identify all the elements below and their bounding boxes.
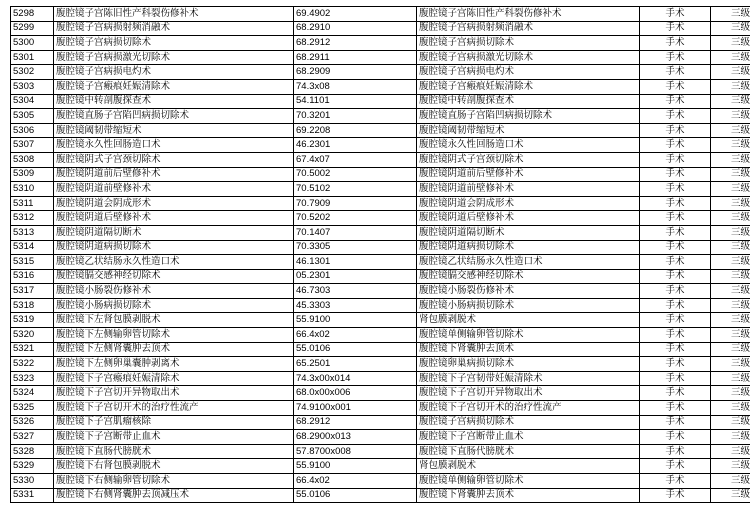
cell-level: 三级	[711, 182, 750, 197]
cell-name: 腹腔镜阴道后壁修补术	[54, 211, 294, 226]
cell-code: 5305	[11, 109, 54, 124]
cell-name: 腹腔镜小肠病损切除术	[54, 298, 294, 313]
cell-alt-name: 腹腔镜阴道前后壁修补术	[417, 167, 640, 182]
cell-code: 5307	[11, 138, 54, 153]
cell-code: 5310	[11, 182, 54, 197]
cell-code: 5317	[11, 284, 54, 299]
cell-level: 三级	[711, 255, 750, 270]
cell-name: 腹腔镜直肠子宫陷凹病损切除术	[54, 109, 294, 124]
cell-level: 三级	[711, 444, 750, 459]
cell-code: 5302	[11, 65, 54, 80]
cell-type: 手术	[640, 21, 711, 36]
cell-name: 腹腔镜阴道病损切除术	[54, 240, 294, 255]
cell-number: 68.2912	[294, 415, 417, 430]
cell-number: 55.0106	[294, 488, 417, 503]
cell-name: 腹腔镜子宫病损切除术	[54, 36, 294, 51]
cell-type: 手术	[640, 240, 711, 255]
cell-alt-name: 腹腔镜下直肠代膀胱术	[417, 444, 640, 459]
cell-type: 手术	[640, 444, 711, 459]
cell-alt-name: 腹腔镜子宫瘢痕妊娠清除术	[417, 79, 640, 94]
cell-type: 手术	[640, 459, 711, 474]
cell-level: 三级	[711, 94, 750, 109]
cell-alt-name: 腹腔镜子宫病损切除术	[417, 415, 640, 430]
cell-level: 三级	[711, 313, 750, 328]
cell-level: 三级	[711, 36, 750, 51]
cell-type: 手术	[640, 36, 711, 51]
table-row	[11, 488, 750, 503]
cell-code: 5299	[11, 21, 54, 36]
cell-alt-name: 腹腔镜下肾囊肿去顶术	[417, 488, 640, 503]
cell-code: 5314	[11, 240, 54, 255]
cell-number: 70.3201	[294, 109, 417, 124]
cell-level: 三级	[711, 328, 750, 343]
cell-level: 三级	[711, 488, 750, 503]
cell-level: 三级	[711, 123, 750, 138]
cell-name: 腹腔镜下左侧卵巢囊肿剥离术	[54, 357, 294, 372]
cell-level: 三级	[711, 401, 750, 416]
cell-code: 5320	[11, 328, 54, 343]
cell-level: 三级	[711, 211, 750, 226]
cell-number: 68.2909	[294, 65, 417, 80]
cell-number: 69.4902	[294, 7, 417, 22]
cell-alt-name: 腹腔镜永久性回肠造口术	[417, 138, 640, 153]
cell-code: 5311	[11, 196, 54, 211]
cell-level: 三级	[711, 459, 750, 474]
cell-name: 腹腔镜阴式子宫颈切除术	[54, 152, 294, 167]
cell-name: 腹腔镜下左侧肾囊肿去顶术	[54, 342, 294, 357]
cell-type: 手术	[640, 401, 711, 416]
cell-name: 腹腔镜子宫病损电灼术	[54, 65, 294, 80]
cell-code: 5329	[11, 459, 54, 474]
cell-name: 腹腔镜阴道会阴成形术	[54, 196, 294, 211]
cell-alt-name: 腹腔镜卵巢病损切除术	[417, 357, 640, 372]
cell-code: 5300	[11, 36, 54, 51]
cell-type: 手术	[640, 123, 711, 138]
cell-level: 三级	[711, 371, 750, 386]
cell-type: 手术	[640, 357, 711, 372]
cell-code: 5324	[11, 386, 54, 401]
cell-code: 5328	[11, 444, 54, 459]
cell-alt-name: 腹腔镜膈交感神经切除术	[417, 269, 640, 284]
cell-alt-name: 腹腔镜阈韧带缩短术	[417, 123, 640, 138]
table-row	[11, 474, 750, 489]
cell-number: 66.4x02	[294, 328, 417, 343]
table-row	[11, 225, 750, 240]
cell-alt-name: 腹腔镜单侧输卵管切除术	[417, 474, 640, 489]
cell-alt-name: 腹腔镜中转剖腹探查术	[417, 94, 640, 109]
cell-type: 手术	[640, 430, 711, 445]
cell-code: 5298	[11, 7, 54, 22]
cell-level: 三级	[711, 225, 750, 240]
cell-code: 5313	[11, 225, 54, 240]
cell-type: 手术	[640, 415, 711, 430]
cell-type: 手术	[640, 50, 711, 65]
cell-code: 5323	[11, 371, 54, 386]
cell-type: 手术	[640, 182, 711, 197]
cell-type: 手术	[640, 196, 711, 211]
cell-level: 三级	[711, 430, 750, 445]
cell-alt-name: 腹腔镜阴道后壁修补术	[417, 211, 640, 226]
cell-number: 05.2301	[294, 269, 417, 284]
cell-name: 腹腔镜阴道前后壁修补术	[54, 167, 294, 182]
table-row	[11, 240, 750, 255]
cell-alt-name: 腹腔镜阴道前壁修补术	[417, 182, 640, 197]
cell-name: 腹腔镜下子宫切开术的治疗性流产	[54, 401, 294, 416]
cell-number: 54.1101	[294, 94, 417, 109]
cell-number: 74.9100x001	[294, 401, 417, 416]
cell-name: 腹腔镜下右肾包膜剥脱术	[54, 459, 294, 474]
cell-number: 68.2910	[294, 21, 417, 36]
cell-level: 三级	[711, 50, 750, 65]
cell-code: 5312	[11, 211, 54, 226]
cell-type: 手术	[640, 255, 711, 270]
cell-level: 三级	[711, 240, 750, 255]
table-row	[11, 459, 750, 474]
cell-alt-name: 肾包膜剥脱术	[417, 459, 640, 474]
cell-number: 70.5002	[294, 167, 417, 182]
cell-alt-name: 腹腔镜下子宫切开术的治疗性流产	[417, 401, 640, 416]
cell-alt-name: 腹腔镜直肠子宫陷凹病损切除术	[417, 109, 640, 124]
table-row	[11, 21, 750, 36]
cell-level: 三级	[711, 109, 750, 124]
cell-code: 5331	[11, 488, 54, 503]
table-row	[11, 182, 750, 197]
table-row	[11, 50, 750, 65]
table-row	[11, 211, 750, 226]
cell-code: 5306	[11, 123, 54, 138]
table-row	[11, 401, 750, 416]
cell-type: 手术	[640, 94, 711, 109]
cell-type: 手术	[640, 328, 711, 343]
cell-name: 腹腔镜下右侧输卵管切除术	[54, 474, 294, 489]
cell-code: 5330	[11, 474, 54, 489]
cell-code: 5308	[11, 152, 54, 167]
cell-type: 手术	[640, 488, 711, 503]
cell-number: 65.2501	[294, 357, 417, 372]
cell-number: 68.0x00x006	[294, 386, 417, 401]
cell-alt-name: 腹腔镜阴式子宫颈切除术	[417, 152, 640, 167]
table-row	[11, 255, 750, 270]
cell-type: 手术	[640, 79, 711, 94]
cell-code: 5326	[11, 415, 54, 430]
cell-level: 三级	[711, 152, 750, 167]
cell-name: 腹腔镜小肠裂伤修补术	[54, 284, 294, 299]
cell-number: 74.3x00x014	[294, 371, 417, 386]
cell-type: 手术	[640, 167, 711, 182]
cell-level: 三级	[711, 269, 750, 284]
cell-number: 66.4x02	[294, 474, 417, 489]
cell-alt-name: 腹腔镜单侧输卵管切除术	[417, 328, 640, 343]
cell-name: 腹腔镜下子宫断带止血术	[54, 430, 294, 445]
table-row	[11, 430, 750, 445]
cell-type: 手术	[640, 138, 711, 153]
table-row	[11, 328, 750, 343]
cell-type: 手术	[640, 313, 711, 328]
cell-level: 三级	[711, 342, 750, 357]
table-body	[11, 7, 750, 503]
cell-level: 三级	[711, 21, 750, 36]
cell-type: 手术	[640, 225, 711, 240]
cell-code: 5301	[11, 50, 54, 65]
cell-level: 三级	[711, 474, 750, 489]
cell-type: 手术	[640, 284, 711, 299]
cell-code: 5327	[11, 430, 54, 445]
cell-number: 46.7303	[294, 284, 417, 299]
cell-number: 45.3303	[294, 298, 417, 313]
cell-type: 手术	[640, 342, 711, 357]
cell-type: 手术	[640, 371, 711, 386]
cell-alt-name: 腹腔镜下子宫断带止血术	[417, 430, 640, 445]
cell-name: 腹腔镜下直肠代膀胱术	[54, 444, 294, 459]
cell-code: 5325	[11, 401, 54, 416]
cell-type: 手术	[640, 65, 711, 80]
cell-number: 69.2208	[294, 123, 417, 138]
cell-level: 三级	[711, 7, 750, 22]
table-row	[11, 284, 750, 299]
cell-name: 腹腔镜膈交感神经切除术	[54, 269, 294, 284]
table-row	[11, 79, 750, 94]
cell-type: 手术	[640, 386, 711, 401]
cell-code: 5322	[11, 357, 54, 372]
cell-alt-name: 腹腔镜子宫病损射频消融术	[417, 21, 640, 36]
cell-number: 70.1407	[294, 225, 417, 240]
cell-number: 70.3305	[294, 240, 417, 255]
cell-alt-name: 腹腔镜乙状结肠永久性造口术	[417, 255, 640, 270]
cell-name: 腹腔镜下右侧肾囊肿去顶减压术	[54, 488, 294, 503]
table-row	[11, 123, 750, 138]
table-row	[11, 65, 750, 80]
cell-number: 46.1301	[294, 255, 417, 270]
cell-code: 5309	[11, 167, 54, 182]
table-row	[11, 386, 750, 401]
cell-number: 46.2301	[294, 138, 417, 153]
cell-number: 55.9100	[294, 313, 417, 328]
cell-code: 5319	[11, 313, 54, 328]
cell-alt-name: 腹腔镜小肠病损切除术	[417, 298, 640, 313]
cell-number: 70.5102	[294, 182, 417, 197]
table-row	[11, 196, 750, 211]
cell-level: 三级	[711, 79, 750, 94]
cell-code: 5321	[11, 342, 54, 357]
table-row	[11, 298, 750, 313]
table-row	[11, 109, 750, 124]
cell-alt-name: 腹腔镜子宫病损电灼术	[417, 65, 640, 80]
cell-number: 55.0106	[294, 342, 417, 357]
cell-level: 三级	[711, 284, 750, 299]
cell-name: 腹腔镜永久性回肠造口术	[54, 138, 294, 153]
cell-alt-name: 腹腔镜下肾囊肿去顶术	[417, 342, 640, 357]
cell-alt-name: 腹腔镜小肠裂伤修补术	[417, 284, 640, 299]
cell-name: 腹腔镜子宫瘢痕妊娠清除术	[54, 79, 294, 94]
table-row	[11, 415, 750, 430]
cell-number: 70.5202	[294, 211, 417, 226]
cell-name: 腹腔镜子宫病损激光切除术	[54, 50, 294, 65]
table-row	[11, 94, 750, 109]
cell-type: 手术	[640, 7, 711, 22]
table-row	[11, 36, 750, 51]
cell-type: 手术	[640, 211, 711, 226]
cell-name: 腹腔镜子宫病损射频消融术	[54, 21, 294, 36]
cell-name: 腹腔镜下子宫肌瘤核除	[54, 415, 294, 430]
cell-name: 腹腔镜阈韧带缩短术	[54, 123, 294, 138]
cell-alt-name: 腹腔镜阴道会阴成形术	[417, 196, 640, 211]
cell-level: 三级	[711, 386, 750, 401]
cell-name: 腹腔镜乙状结肠永久性造口术	[54, 255, 294, 270]
cell-alt-name: 腹腔镜子宫病损激光切除术	[417, 50, 640, 65]
table-row	[11, 138, 750, 153]
cell-level: 三级	[711, 357, 750, 372]
cell-code: 5303	[11, 79, 54, 94]
cell-type: 手术	[640, 152, 711, 167]
table-row	[11, 167, 750, 182]
cell-code: 5316	[11, 269, 54, 284]
cell-alt-name: 肾包膜剥脱术	[417, 313, 640, 328]
cell-level: 三级	[711, 415, 750, 430]
table-row	[11, 371, 750, 386]
cell-number: 74.3x08	[294, 79, 417, 94]
cell-name: 腹腔镜中转剖腹探查术	[54, 94, 294, 109]
cell-name: 腹腔镜子宫陈旧性产科裂伤修补术	[54, 7, 294, 22]
cell-number: 55.9100	[294, 459, 417, 474]
cell-alt-name: 腹腔镜下子宫韧带妊娠清除术	[417, 371, 640, 386]
cell-number: 68.2912	[294, 36, 417, 51]
table-row	[11, 269, 750, 284]
cell-alt-name: 腹腔镜子宫病损切除术	[417, 36, 640, 51]
table-row	[11, 7, 750, 22]
cell-level: 三级	[711, 196, 750, 211]
cell-type: 手术	[640, 298, 711, 313]
cell-name: 腹腔镜阴道前壁修补术	[54, 182, 294, 197]
cell-level: 三级	[711, 65, 750, 80]
table-row	[11, 342, 750, 357]
cell-alt-name: 腹腔镜阴道隔切断术	[417, 225, 640, 240]
cell-level: 三级	[711, 167, 750, 182]
table-row	[11, 313, 750, 328]
cell-name: 腹腔镜阴道隔切断术	[54, 225, 294, 240]
cell-name: 腹腔镜下子宫瘢痕妊娠清除术	[54, 371, 294, 386]
cell-number: 57.8700x008	[294, 444, 417, 459]
table-row	[11, 444, 750, 459]
cell-type: 手术	[640, 269, 711, 284]
cell-name: 腹腔镜下左肾包膜剥脱术	[54, 313, 294, 328]
cell-type: 手术	[640, 474, 711, 489]
cell-type: 手术	[640, 109, 711, 124]
cell-alt-name: 腹腔镜下子宫切开异物取出术	[417, 386, 640, 401]
table-row	[11, 152, 750, 167]
cell-number: 68.2900x013	[294, 430, 417, 445]
cell-alt-name: 腹腔镜子宫陈旧性产科裂伤修补术	[417, 7, 640, 22]
cell-alt-name: 腹腔镜阴道病损切除术	[417, 240, 640, 255]
cell-code: 5304	[11, 94, 54, 109]
cell-number: 68.2911	[294, 50, 417, 65]
cell-name: 腹腔镜下左侧输卵管切除术	[54, 328, 294, 343]
cell-number: 70.7909	[294, 196, 417, 211]
cell-number: 67.4x07	[294, 152, 417, 167]
cell-code: 5315	[11, 255, 54, 270]
procedure-code-table	[10, 6, 750, 503]
cell-level: 三级	[711, 298, 750, 313]
cell-name: 腹腔镜下子宫切开异物取出术	[54, 386, 294, 401]
cell-code: 5318	[11, 298, 54, 313]
cell-level: 三级	[711, 138, 750, 153]
table-row	[11, 357, 750, 372]
